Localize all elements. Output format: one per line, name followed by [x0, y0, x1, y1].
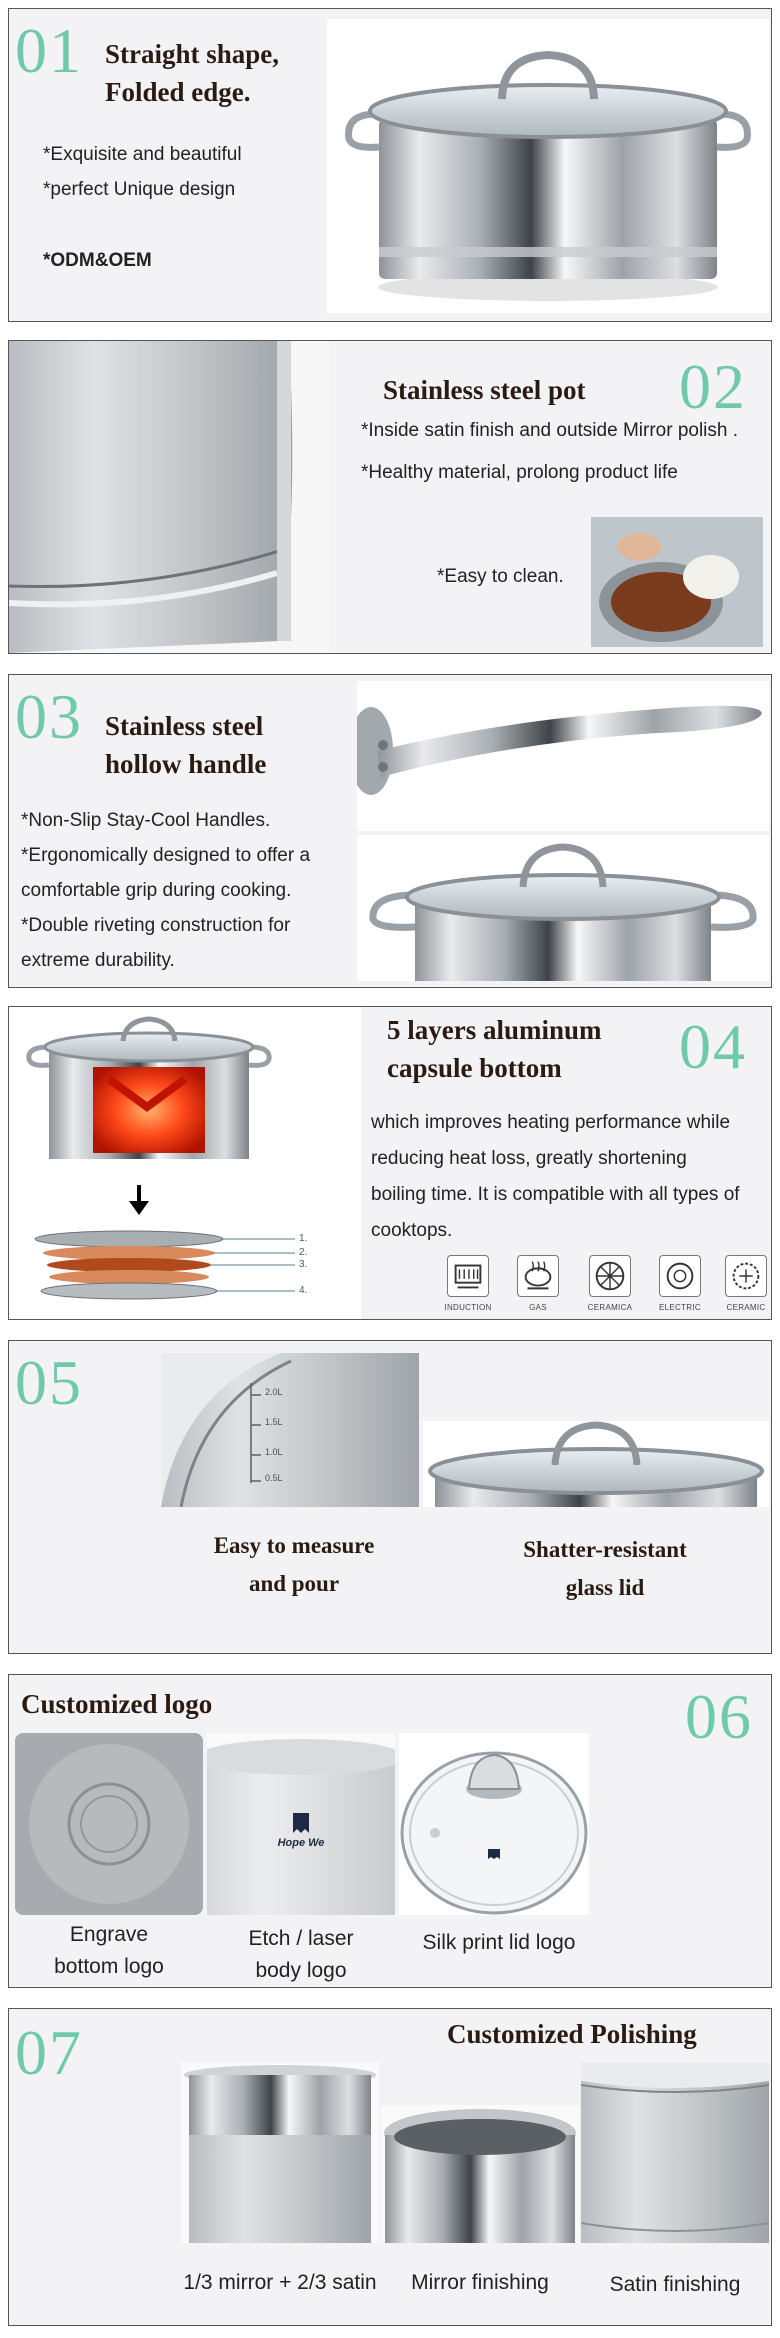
section-title: Straight shape, Folded edge. — [105, 39, 280, 108]
feature-caption: Easy to measure and pour — [213, 1533, 375, 1596]
polish-option-caption: Satin finishing — [609, 2273, 741, 2296]
bullet: *Healthy material, prolong product life — [361, 462, 678, 483]
bullet: *perfect Unique design — [43, 179, 236, 200]
scale-mark: 2.0L — [265, 1387, 283, 1397]
section-number: 01 — [15, 15, 83, 86]
hollow-handle-image — [357, 681, 769, 831]
cooktop-label: GAS — [529, 1303, 547, 1312]
section-title: 5 layers aluminum capsule bottom — [387, 1015, 602, 1084]
scale-mark: 1.5L — [265, 1417, 283, 1427]
bullet: *Exquisite and beautiful — [43, 144, 242, 165]
section-04 — [8, 1006, 772, 1320]
section-title: Stainless steel hollow handle — [105, 711, 267, 780]
cooktop-label: CERAMIC — [726, 1303, 766, 1312]
mirror-satin-polish-image — [181, 2063, 379, 2243]
logo-option-caption: Silk print lid logo — [422, 1931, 576, 1954]
section-03 — [8, 674, 772, 988]
bullet: *Easy to clean. — [437, 566, 564, 587]
section-number: 05 — [15, 1347, 83, 1418]
polish-option-caption: 1/3 mirror + 2/3 satin — [183, 2271, 377, 2294]
pot-closeup-image — [9, 341, 329, 653]
section-01 — [8, 8, 772, 322]
silk-print-lid-image — [399, 1733, 589, 1915]
cooktop-label: INDUCTION — [444, 1303, 492, 1312]
satin-polish-image — [581, 2063, 769, 2243]
logo-option-caption: Etch / laser body logo — [248, 1927, 354, 1982]
cooktop-label: CERAMICA — [587, 1303, 633, 1312]
engrave-bottom-logo-image — [15, 1733, 203, 1915]
layer-label: 3. — [299, 1259, 308, 1270]
capsule-bottom-diagram — [9, 1007, 361, 1319]
brand-logo-text: Hope We — [277, 1837, 325, 1849]
polish-option-caption: Mirror finishing — [411, 2271, 549, 2294]
pot-side-handles-image — [357, 835, 769, 981]
section-05 — [8, 1340, 772, 1654]
cooktop-label: ELECTRIC — [659, 1303, 701, 1312]
section-06 — [8, 1674, 772, 1988]
cleaning-photo — [591, 517, 763, 647]
glass-lid-image — [423, 1421, 769, 1507]
section-title: Stainless steel pot — [383, 375, 586, 405]
measuring-scale-image — [161, 1353, 419, 1507]
section-title: Customized logo — [21, 1689, 213, 1719]
layer-label: 1. — [299, 1233, 308, 1244]
pot-with-lid-image — [327, 19, 769, 313]
logo-option-caption: Engrave bottom logo — [54, 1923, 164, 1978]
bullet: *Inside satin finish and outside Mirror polish . — [361, 420, 739, 441]
section-title: Customized Polishing — [447, 2019, 697, 2049]
section-07 — [8, 2008, 772, 2326]
section-number: 03 — [15, 681, 83, 752]
layer-label: 4. — [299, 1285, 308, 1296]
gas-icon — [517, 1255, 559, 1297]
induction-icon — [447, 1255, 489, 1297]
section-number: 04 — [679, 1011, 747, 1082]
bullet-list: *Non-Slip Stay-Cool Handles. *Ergonomically designed to offer a comfortable grip during cooking. *Double riveting construction for extreme durability. — [21, 810, 311, 971]
section-number: 07 — [15, 2017, 83, 2088]
feature-caption: Shatter-resistant glass lid — [523, 1537, 687, 1600]
electric-icon — [659, 1255, 701, 1297]
section-number: 06 — [685, 1681, 753, 1752]
bullet-list — [43, 137, 242, 207]
section-02 — [8, 340, 772, 654]
scale-mark: 0.5L — [265, 1473, 283, 1483]
ceramic-icon — [589, 1255, 631, 1297]
layer-label: 2. — [299, 1247, 308, 1258]
section-number: 02 — [679, 351, 747, 422]
etch-body-logo-image — [207, 1733, 395, 1915]
scale-mark: 1.0L — [265, 1447, 283, 1457]
ceramic-hob-icon — [725, 1255, 767, 1297]
capsule-description: which improves heating performance while reducing heat loss, greatly shortening boiling time. It is compatible with all types of cooktops. — [371, 1112, 740, 1241]
odm-oem-tag: *ODM&OEM — [43, 250, 152, 271]
mirror-polish-image — [381, 2105, 579, 2243]
